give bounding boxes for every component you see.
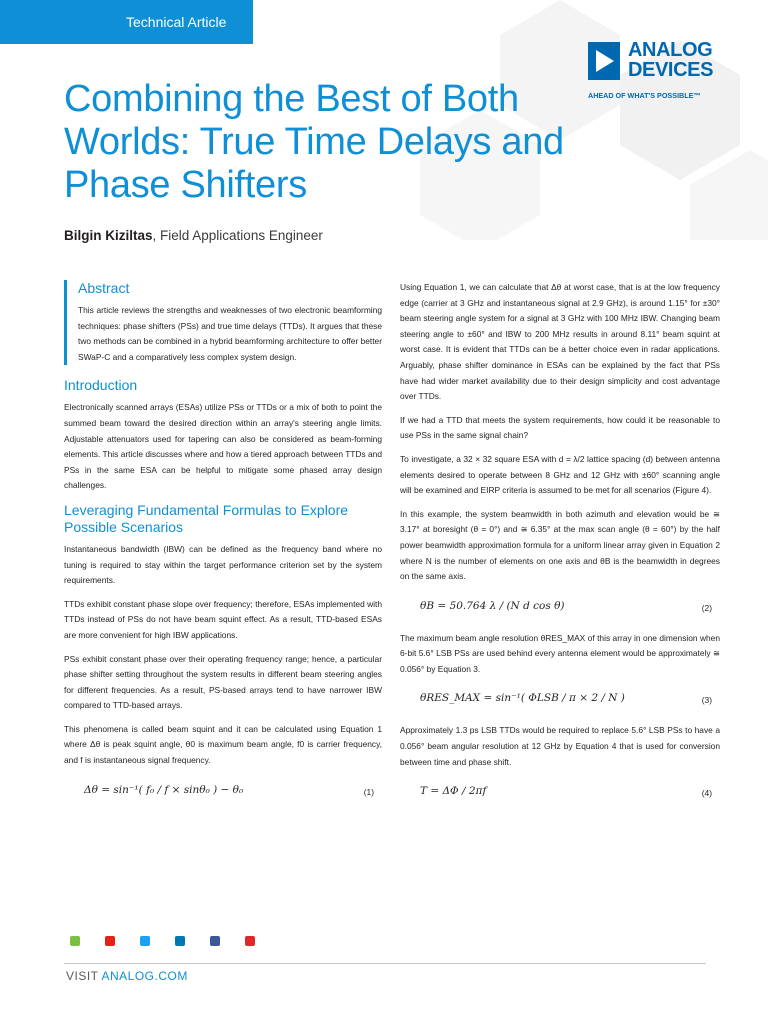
paragraph-beamwidth: In this example, the system beamwidth in both azimuth and elevation would be ≅ 3.17° at boresight (θ = 0°) and ≅ 6.35° at the max scan angle (θ = 60°) by the half power beamwidth approximation formula for a uniform linear array given in Equation 2 where N is the number of elements on one axis and θB is the beamwidth in degrees on the same axis. <box>400 508 720 582</box>
equation-2-number: (2) <box>701 602 712 613</box>
twitter-icon[interactable] <box>134 930 156 952</box>
paragraph-question: If we had a TTD that meets the system requirements, how could it be reasonable to use PSs in the same signal chain? <box>400 414 720 441</box>
equation-4-number: (4) <box>701 788 712 799</box>
footer-divider <box>64 963 706 964</box>
author-name: Bilgin Kiziltas <box>64 228 153 243</box>
introduction-heading: Introduction <box>64 377 138 394</box>
flipboard-icon[interactable] <box>239 930 261 952</box>
paragraph-squint: This phenomena is called beam squint and it can be calculated using Equation 1 where Δθ is peak squint angle, θ0 is maximum beam angle, f0 is carrier frequency, and f is instantaneous signal frequency. <box>64 723 382 766</box>
linkedin-icon[interactable] <box>169 930 191 952</box>
paragraph-ibw: Instantaneous bandwidth (IBW) can be defined as the frequency band where no tuning is required to stay within the target performance criterion set by the system requirements. <box>64 543 382 586</box>
paragraph-resolution: The maximum beam angle resolution θRES_MAX of this array in one dimension when 6-bit 5.6° LSB PSs are used behind every antenna element would be approximately ≅ 0.056° by Equation 3. <box>400 632 720 674</box>
introduction-text: Electronically scanned arrays (ESAs) utilize PSs or TTDs or a mix of both to point the summed beam toward the desired direction within an array's steering angle limits. Adjustable attenuators used for tapering can also be considered as beam-forming elements. This article discusses where and how a tiered approach between TTDs and PSs in the same ESA can be helpful to mitigate some phased array design challenges. <box>64 402 382 491</box>
paragraph-worst-case: Using Equation 1, we can calculate that Δθ at worst case, that is at the low frequency edge (carrier at 3 GHz and instantaneous signal at 2.9 GHz), is around 1.15° for ±30° beam steering angle system for a signal at 3 GHz with 100 MHz IBW. Changing beam steering angle to ±60° and IBW to 200 MHz results in around 8.11° beam squint at worst case. It is evident that TTDs can be a better choice even in radar applications. Arguably, phase shifter dominance in ESAs can be explained by the fact that PSs have had wider market availability due to their design simplicity and cost advantage over TTDs. <box>400 282 720 402</box>
paragraph-ps: PSs exhibit constant phase over their operating frequency range; hence, a particular phase shifter setting throughout the system results in different beam steering angles for different frequencies. As a result, PS-based arrays tend to have narrower IBW compared to TTD-based arrays. <box>64 653 382 711</box>
paragraph-investigate: To investigate, a 32 × 32 square ESA with d = λ/2 lattice spacing (d) between antenna elements desired to operate between 8 GHz and 12 GHz with ±60° scanning angle will be examined and EIRP criteria is assumed to be met for all scenarios (Figure 4). <box>400 453 720 496</box>
article-type-tag <box>0 0 253 44</box>
equation-2-formula: θB = 50.764 λ / (N d cos θ) <box>420 599 565 612</box>
equation-4-formula: T = ΔΦ / 2πf <box>420 785 487 798</box>
equation-1-number: (1) <box>363 786 374 797</box>
equation-2 <box>400 593 720 623</box>
author-line <box>64 228 323 243</box>
paragraph-ttd: TTDs exhibit constant phase slope over frequency; therefore, ESAs implemented with TTDs instead of PSs do not have beam squint effect. As a result, TTD-based ESAs are more convenient for high IBW applications. <box>64 598 382 640</box>
right-column <box>400 280 720 816</box>
author-role: , Field Applications Engineer <box>152 228 323 243</box>
equation-1 <box>64 777 382 807</box>
abstract-heading: Abstract <box>78 280 130 296</box>
visit-link[interactable] <box>66 969 188 983</box>
logo-wordmark <box>628 40 713 80</box>
paragraph-conversion: Approximately 1.3 ps LSB TTDs would be required to replace 5.6° LSB PSs to have a 0.056° beam angular resolution at 12 GHz by Equation 4 that is used for conversion between time and phase shift. <box>400 725 720 767</box>
youtube-icon[interactable] <box>99 930 121 952</box>
ez-icon[interactable] <box>64 930 86 952</box>
equation-3-formula: θRES_MAX = sin⁻¹( ΦLSB / π × 2 / N ) <box>420 692 625 705</box>
left-column <box>64 280 382 815</box>
article-type-label: Technical Article <box>126 14 227 30</box>
abstract-box <box>64 280 382 365</box>
social-links <box>64 930 261 952</box>
equation-3-number: (3) <box>701 695 712 706</box>
logo-line-1: ANALOG <box>628 39 713 61</box>
equation-4 <box>400 778 720 808</box>
article-title: Combining the Best of Both Worlds: True Time Delays and Phase Shifters <box>64 78 564 206</box>
logo-triangle-icon <box>588 42 620 80</box>
visit-label: VISIT <box>66 969 102 983</box>
leveraging-heading: Leveraging Fundamental Formulas to Explore Possible Scenarios <box>64 501 349 535</box>
equation-3 <box>400 685 720 715</box>
equation-1-formula: Δθ = sin⁻¹( f₀ / f × sinθ₀ ) − θ₀ <box>84 783 244 796</box>
visit-site[interactable]: ANALOG.COM <box>101 969 188 983</box>
abstract-text: This article reviews the strengths and weaknesses of two electronic beamforming techniques: phase shifters (PSs) and true time delays (TTDs). It argues that these two methods can be combined in a hybrid beamforming architecture to offer better SWaP-C and a comparatively less complex system design. <box>78 305 382 362</box>
abstract-accent-bar <box>64 280 67 365</box>
facebook-icon[interactable] <box>204 930 226 952</box>
logo-line-2: DEVICES <box>628 59 714 81</box>
logo-tagline: AHEAD OF WHAT'S POSSIBLE™ <box>588 91 701 100</box>
